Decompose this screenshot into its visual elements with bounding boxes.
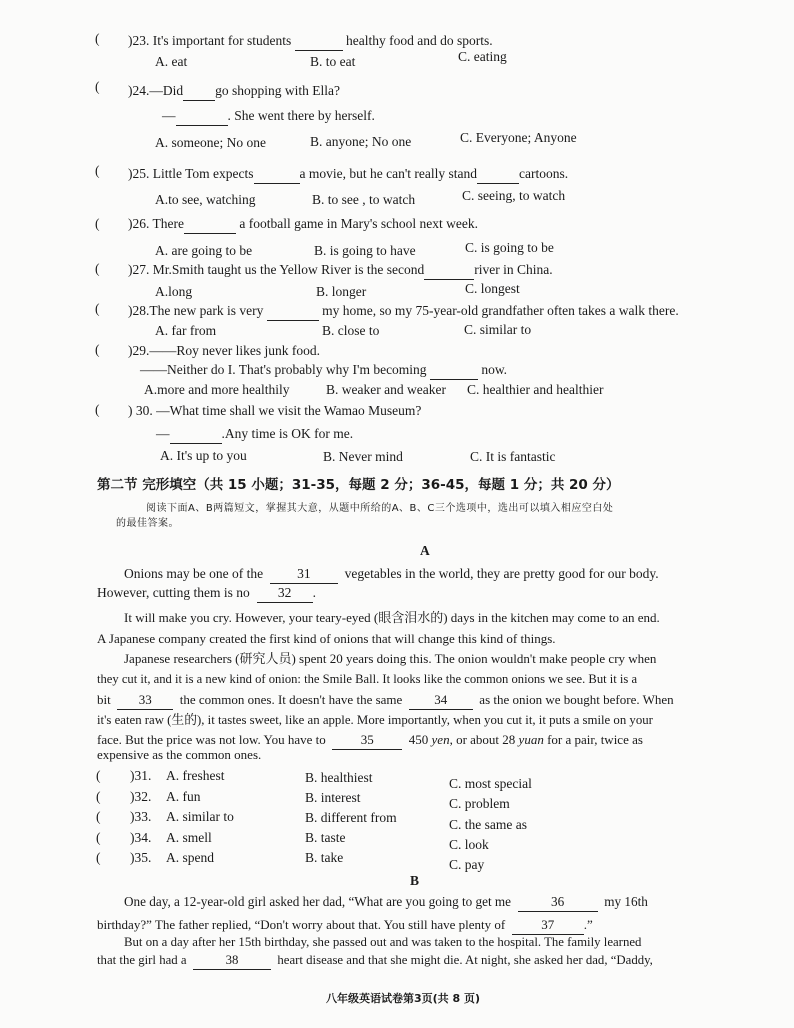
q32-option-c[interactable]: C. problem <box>449 796 510 811</box>
passage-a-line2 <box>97 584 316 603</box>
q24-line2-tail: . She went there by herself. <box>227 108 375 123</box>
passage-a-line1-tail: vegetables in the world, they are pretty good for our body. <box>344 566 659 581</box>
passage-a-line1 <box>124 565 659 584</box>
q31-paren: ( <box>96 768 101 783</box>
q23-stem-tail: healthy food and do sports. <box>346 33 493 48</box>
passage-a-line6: they cut it, and it is a new kind of onion: the Smile Ball. It looks like the common onions we see. But it is a <box>97 672 638 686</box>
q27-stem-text: )27. Mr.Smith taught us the Yellow River is the second <box>128 262 425 277</box>
q25-stem-text: )25. Little Tom expects <box>128 166 254 181</box>
q28-stem-tail: my home, so my 75-year-old grandfather often takes a walk there. <box>322 303 679 318</box>
q35-option-c[interactable]: C. pay <box>449 857 485 872</box>
q31-option-b[interactable]: B. healthiest <box>305 770 373 785</box>
q29-line2 <box>140 361 507 380</box>
q28-paren: ( <box>95 301 100 316</box>
q30-line2-tail: .Any time is OK for me. <box>221 426 354 441</box>
blank-38[interactable]: 38 <box>193 951 271 970</box>
q24-option-b[interactable]: B. anyone; No one <box>310 134 412 149</box>
blank-32[interactable]: 32 <box>257 584 313 603</box>
passage-b-heading: B <box>410 873 420 888</box>
q26-option-b[interactable]: B. is going to have <box>314 243 416 258</box>
passage-b-line3: But on a day after her 15th birthday, she passed out and was taken to the hospital. The family learned <box>124 935 642 949</box>
q34-option-b[interactable]: B. taste <box>305 830 346 845</box>
passage-a-line2-text: However, cutting them is no <box>97 585 250 600</box>
q35-option-a[interactable]: A. spend <box>166 850 214 865</box>
passage-a-line9-text-a: face. But the price was not low. You have to <box>97 732 326 747</box>
q28-option-a[interactable]: A. far from <box>155 323 217 338</box>
q29-option-c[interactable]: C. healthier and healthier <box>467 382 604 397</box>
q31-num: )31. <box>130 768 152 783</box>
blank-35[interactable]: 35 <box>332 731 402 750</box>
q25-stem-tail: cartoons. <box>519 166 569 181</box>
q31-option-a[interactable]: A. freshest <box>166 768 225 783</box>
q33-option-c[interactable]: C. the same as <box>449 817 527 832</box>
q29-line2-text: ——Neither do I. That's probably why I'm becoming <box>140 362 427 377</box>
q26-stem-text: )26. There <box>128 216 184 231</box>
passage-b-line4-text-a: that the girl had a <box>97 953 187 967</box>
passage-a-line9-text-c: for a pair, twice as <box>547 732 643 747</box>
q30-option-c[interactable]: C. It is fantastic <box>470 449 556 464</box>
passage-a-line3: It will make you cry. However, your teary-eyed (眼含泪水的) days in the kitchen may come to an end. <box>124 610 660 625</box>
q26-option-a[interactable]: A. are going to be <box>155 243 253 258</box>
q30-blank[interactable] <box>170 425 222 444</box>
q30-line2 <box>156 425 353 444</box>
q25-stem-mid: a movie, but he can't really stand <box>299 166 478 181</box>
passage-a-line9-price: 450 <box>408 732 429 747</box>
section2-instruction-line2: 的最佳答案。 <box>116 518 179 529</box>
q31-option-c[interactable]: C. most special <box>449 776 532 791</box>
q24-blank-2[interactable] <box>176 107 228 126</box>
blank-31[interactable]: 31 <box>270 565 338 584</box>
q25-option-c[interactable]: C. seeing, to watch <box>462 188 566 203</box>
q27-blank[interactable] <box>424 261 474 280</box>
q23-option-c[interactable]: C. eating <box>458 49 507 64</box>
q25-blank-1[interactable] <box>254 165 300 184</box>
q35-paren: ( <box>96 850 101 865</box>
passage-a-line8: it's eaten raw (生的), it tastes sweet, like an apple. More importantly, when you cut it, it puts a smile on your <box>97 713 653 727</box>
q23-paren: ( <box>95 31 100 46</box>
q35-num: )35. <box>130 850 152 865</box>
q26-stem <box>128 215 478 234</box>
q23-stem <box>128 32 493 51</box>
q23-option-a[interactable]: A. eat <box>155 54 188 69</box>
passage-a-line7-text-b: the common ones. It doesn't have the same <box>179 692 403 707</box>
q25-stem <box>128 165 568 184</box>
passage-b-line1 <box>124 893 648 912</box>
blank-33[interactable]: 33 <box>117 691 173 710</box>
passage-a-line5: Japanese researchers (研究人员) spent 20 years doing this. The onion wouldn't make people cry when <box>124 651 657 666</box>
q24-line2 <box>162 107 375 126</box>
blank-37[interactable]: 37 <box>512 916 584 935</box>
q25-paren: ( <box>95 163 100 178</box>
q32-option-a[interactable]: A. fun <box>166 789 201 804</box>
q24-line2-dash: — <box>162 108 176 123</box>
q32-option-b[interactable]: B. interest <box>305 790 361 805</box>
q29-stem: )29.——Roy never likes junk food. <box>128 343 320 358</box>
q30-option-b[interactable]: B. Never mind <box>323 449 403 464</box>
q27-option-c[interactable]: C. longest <box>465 281 520 296</box>
q24-option-c[interactable]: C. Everyone; Anyone <box>460 130 577 145</box>
q27-stem-tail: river in China. <box>474 262 553 277</box>
q34-option-a[interactable]: A. smell <box>166 830 212 845</box>
q33-option-b[interactable]: B. different from <box>305 810 397 825</box>
q25-option-a[interactable]: A.to see, watching <box>155 192 256 207</box>
q24-paren: ( <box>95 79 100 94</box>
passage-a-line9-yen: yen <box>431 732 450 747</box>
q33-option-a[interactable]: A. similar to <box>166 809 234 824</box>
q30-stem: ) 30. —What time shall we visit the Wamao Museum? <box>128 403 422 418</box>
passage-a-line4: A Japanese company created the first kind of onions that will change this kind of things. <box>97 631 556 646</box>
passage-a-line1-text: Onions may be one of the <box>124 566 264 581</box>
q29-blank[interactable] <box>430 361 478 380</box>
passage-a-line9-yuan: yuan <box>518 732 544 747</box>
q28-stem <box>128 302 679 321</box>
q25-blank-2[interactable] <box>477 165 519 184</box>
q24-option-a[interactable]: A. someone; No one <box>155 135 266 150</box>
q32-paren: ( <box>96 789 101 804</box>
q33-num: )33. <box>130 809 152 824</box>
q27-paren: ( <box>95 261 100 276</box>
q35-option-b[interactable]: B. take <box>305 850 344 865</box>
passage-a-heading: A <box>420 543 430 558</box>
q34-num: )34. <box>130 830 152 845</box>
q28-stem-text: )28.The new park is very <box>128 303 264 318</box>
passage-b-line2-tail: .” <box>583 917 593 932</box>
q32-num: )32. <box>130 789 152 804</box>
q28-option-b[interactable]: B. close to <box>322 323 380 338</box>
q29-line2-tail: now. <box>481 362 508 377</box>
q27-stem <box>128 261 553 280</box>
blank-36[interactable]: 36 <box>518 893 598 912</box>
q26-stem-tail: a football game in Mary's school next week. <box>239 216 478 231</box>
passage-b-line4 <box>97 951 653 970</box>
q24-stem-text: )24.—Did <box>128 83 184 98</box>
q27-option-b[interactable]: B. longer <box>316 284 367 299</box>
page-footer: 八年级英语试卷第3页(共 8 页) <box>326 992 481 1005</box>
passage-a-line7-text-c: as the onion we bought before. When <box>479 692 674 707</box>
q28-option-c[interactable]: C. similar to <box>464 322 532 337</box>
passage-b-line1-text: One day, a 12-year-old girl asked her dad, “What are you going to get me <box>124 894 512 909</box>
q23-option-b[interactable]: B. to eat <box>310 54 356 69</box>
q25-option-b[interactable]: B. to see , to watch <box>312 192 416 207</box>
q29-option-a[interactable]: A.more and more healthily <box>144 382 290 397</box>
section2-title: 第二节 完形填空（共 15 小题；31-35，每题 2 分；36-45，每题 1 分；共 20 分） <box>97 477 620 493</box>
q27-option-a[interactable]: A.long <box>155 284 193 299</box>
passage-b-line2-text: birthday?” The father replied, “Don't worry about that. You still have plenty of <box>97 917 506 932</box>
q33-paren: ( <box>96 809 101 824</box>
q26-option-c[interactable]: C. is going to be <box>465 240 554 255</box>
blank-34[interactable]: 34 <box>409 691 473 710</box>
q24-stem <box>128 82 340 101</box>
passage-a-line10: expensive as the common ones. <box>97 747 262 762</box>
q26-blank[interactable] <box>184 215 236 234</box>
q24-stem-tail: go shopping with Ella? <box>215 83 340 98</box>
passage-a-line7-text-a: bit <box>97 692 111 707</box>
passage-b-line1-tail: my 16th <box>604 894 648 909</box>
q24-blank-1[interactable] <box>183 82 215 101</box>
section2-instruction-line1: 阅读下面A、B两篇短文，掌握其大意，从题中所给的A、B、C三个选项中，选出可以填入相应空白处 <box>146 503 614 514</box>
q29-option-b[interactable]: B. weaker and weaker <box>326 382 446 397</box>
q23-stem-text: )23. It's important for students <box>128 33 292 48</box>
q30-option-a[interactable]: A. It's up to you <box>160 448 247 463</box>
q34-paren: ( <box>96 830 101 845</box>
passage-b-line4-text-b: heart disease and that she might die. At night, she asked her dad, “Daddy, <box>277 953 653 967</box>
q34-option-c[interactable]: C. look <box>449 837 489 852</box>
passage-a-line7 <box>97 691 674 710</box>
q26-paren: ( <box>95 216 100 231</box>
passage-a-line9-text-b: , or about 28 <box>449 732 516 747</box>
q30-line2-dash: — <box>156 426 170 441</box>
passage-a-line2-period: . <box>312 585 316 600</box>
q23-blank[interactable] <box>295 32 343 51</box>
q29-paren: ( <box>95 342 100 357</box>
q30-paren: ( <box>95 402 100 417</box>
q28-blank[interactable] <box>267 302 319 321</box>
